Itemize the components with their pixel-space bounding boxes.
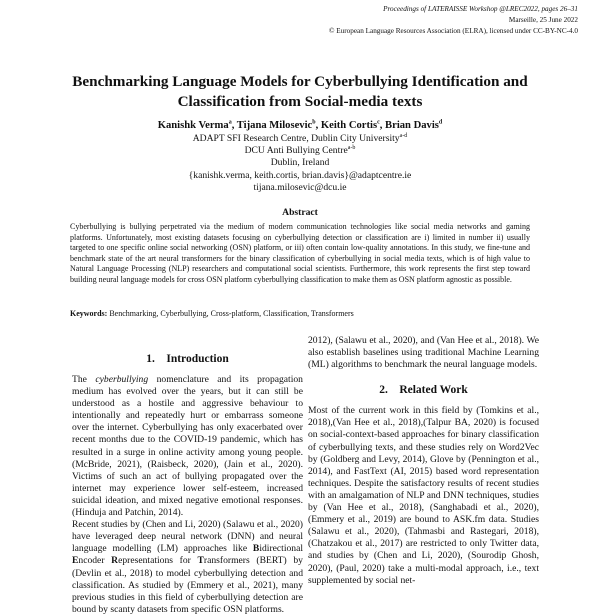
author-email-2: tijana.milosevic@dcu.ie: [253, 181, 347, 193]
acronym-letter: E: [72, 555, 79, 567]
header-proceedings-line: Proceedings of LATERAISSE Workshop @LREC2022, pages 26–31: [383, 5, 578, 13]
intro-continuation: 2012), (Salawu et al., 2020), and (Van Hee et al., 2018). We also establish baselines using traditional Machine Learning (ML) algorithms to benchmark the neural language models.: [308, 335, 539, 371]
affiliation-2: [40, 145, 560, 157]
acronym-letter: T: [197, 555, 204, 567]
proceedings-header: [329, 4, 578, 37]
title-line-2: Classification from Social-media texts: [177, 93, 423, 110]
author-list: Kanishk Verma$^a$, Tijana Milosevic$^b$, Keith Cortis$^c$, Brian Davis$^d$: [157, 119, 443, 131]
author-sup: c: [377, 119, 380, 126]
author-sup: a: [228, 119, 232, 126]
affiliation-2-sup: a-b: [347, 145, 356, 152]
affiliation-city: Dublin, Ireland: [270, 157, 330, 169]
affiliation-1: [40, 133, 560, 145]
author-name: Brian Davis: [385, 120, 439, 131]
title-line-1: Benchmarking Language Models for Cyberbullying Identification and: [72, 73, 528, 90]
header-license-line: © European Language Resources Association (ELRA), licensed under CC-BY-NC-4.0: [329, 27, 578, 35]
intro-p1-emphasis: cyberbullying: [95, 374, 149, 385]
intro-paragraph-2: [72, 519, 303, 616]
introduction-heading: 1. Introduction: [146, 353, 229, 365]
paper-title: [40, 72, 560, 112]
keywords-label: Keywords:: [70, 309, 108, 318]
author-sup: b: [312, 119, 316, 126]
author-sup: d: [438, 119, 443, 126]
author-name: Keith Cortis: [320, 120, 378, 131]
right-column: [308, 335, 539, 587]
intro-p2-rest: ransformers (BERT) by (Devlin et al., 2018) to model cyberbullying detection and classification. As studied by (Emmery et al., 2021), many previous studies in this field of cyberbullying detection are bound by scanty datasets from specific OSN platforms.: [72, 555, 303, 615]
related-work-text: Most of the current work in this field by (Tomkins et al., 2018),(Van Hee et al., 2018),(Talpur BA, 2020) is focused on social-context-based approaches for binary classification of cyberbullying texts, and these studies rely on Word2Vec by (Goldberg and Levy, 2014), Glove by (Pennington et al., 2014), and FastText (AI, 2015) based word representation techniques. Despite the satisfactory results of recent studies with an amalgamation of NLP and DNN techniques, studies by (Van Hee et al., 2018), (Sanghabadi et al., 2020), (Emmery et al., 2019) are bound to ASK.fm data. Studies (Salawu et al., 2020), (Tahmasbi and Rastegari, 2018), (Chatzakou et al., 2017) are restricted to only Twitter data, and studies by (Chen and Li, 2020), (Sourodip Ghosh, 2020), (Paul, 2020) take a multi-modal approach, i.e., text supplemented by social net-: [308, 405, 539, 586]
author-name: Tijana Milosevic: [236, 120, 313, 131]
intro-p2-part: idirectional: [259, 543, 303, 555]
intro-p2-part: ncoder: [78, 555, 112, 567]
abstract-text: Cyberbullying is bullying perpetrated via the medium of modern communication technologies like social media networks and gaming platforms. Unfortunately, most existing datasets focusing on cyberbullying detection or classification are i) limited in number ii) usually targeted to one specific online social networking (OSN) platform, or iii) often contain low-quality annotations. In this study, we fine-tune and benchmark state of the art neural transformers for the binary classification of cyberbullying in social media texts, which is of high value to Natural Language Processing (NLP) researchers and computational social scientists. Furthermore, this work represents the first step toward building neural language models for cross OSN platform cyberbullying classification to make them as OSN platform agnostic as possible.: [70, 222, 530, 284]
abstract-heading: Abstract: [282, 207, 318, 218]
related-work-heading: 2. Related Work: [379, 384, 468, 397]
intro-p1-start: The: [72, 374, 96, 385]
author-name: Kanishk Verma: [157, 120, 229, 131]
intro-p1-rest: nomenclature and its propagation medium has evolved over the years, but it can still be understood as a hostile and aggressive behaviour to intentionally and repeatedly hurt or embarrass someone over the internet. Cyberbullying has only exacerbated over recent months due to the COVID-19 pandemic, which has resulted in a surge in online activity among young people. (McBride, 2021), (Raisbeck, 2020), (Jain et al., 2020). Victims of such an act of bullying propagated over the internet may experience lower self-esteem, increased suicidal ideation, and mixed negative emotional responses. (Hinduja and Patchin, 2014).: [72, 374, 303, 519]
keywords-text: Benchmarking, Cyberbullying, Cross-platform, Classification, Transformers: [109, 309, 354, 318]
acronym-letter: R: [111, 555, 119, 567]
keywords-line: [70, 308, 530, 319]
author-block: [40, 119, 560, 194]
affiliation-1-text: ADAPT SFI Research Centre, Dublin City University: [192, 133, 400, 144]
author-emails: {kanishk.verma, keith.cortis, brian.davis}@adaptcentre.ie: [188, 169, 412, 181]
intro-paragraph-1: [72, 374, 303, 519]
left-column: [72, 352, 303, 616]
affiliation-1-sup: a-d: [399, 132, 408, 139]
acronym-letter: B: [252, 543, 260, 555]
affiliation-2-text: DCU Anti Bullying Centre: [244, 145, 348, 157]
intro-p2-start: Recent studies by (Chen and Li, 2020) (Salawu et al., 2020) have leveraged deep neural network (DNN) and neural language modelling (LM) approaches like: [72, 519, 303, 555]
header-location-line: Marseille, 25 June 2022: [508, 16, 578, 24]
intro-p2-part: epresentations for: [118, 555, 198, 567]
